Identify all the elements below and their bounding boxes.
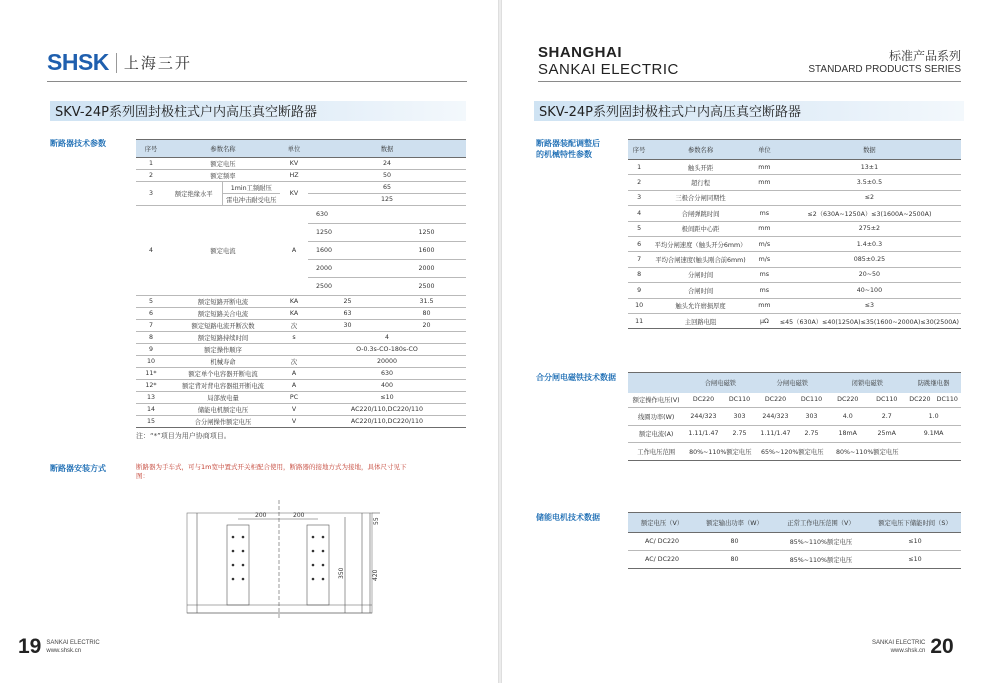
cell: 10 [628,298,650,313]
cell: 085±0.25 [778,252,961,267]
table-row [136,392,466,404]
cell [280,344,308,356]
table-row [628,160,961,175]
cell: A [280,368,308,380]
cell: 额定电流(A) [628,425,684,443]
cell: 244/323 [684,408,722,426]
table-row [628,252,961,267]
col-header: 单位 [280,140,308,158]
cell: 31.5 [387,296,466,308]
section-label-install: 断路器安装方式 [50,464,106,473]
cell: 65%~120%额定电压 [756,443,828,461]
cell: 2500 [308,278,387,296]
cell: 1250 [387,224,466,242]
table-row [628,190,961,205]
page-number: 19 [18,635,42,658]
cell: 13 [136,392,166,404]
section-label-motor: 储能电机技术数据 [536,513,600,522]
cell: m/s [751,236,778,251]
cell: AC/ DC220 [628,533,696,551]
brand-block [538,44,679,78]
cell: 4 [308,332,466,344]
cell: 局部放电量 [166,392,280,404]
cell: 400 [308,380,466,392]
cell: 额定短路开断电流 [166,296,280,308]
cell: 9 [136,344,166,356]
table-row [136,296,466,308]
col-header: 序号 [136,140,166,158]
cell: 1 [628,160,650,175]
dim-label: 200 [255,512,267,519]
col-header: 额定电压（V） [628,513,696,533]
cell: ≤2 [778,190,961,205]
cell: KA [280,308,308,320]
cell: 25 [308,296,387,308]
table-note: 注：“*”项目为用户协商项目。 [136,432,231,440]
cell: KV [280,158,308,170]
col-header: 数据 [778,140,961,160]
table-row [136,416,466,428]
cell: μΩ [751,313,778,328]
cell: 24 [308,158,466,170]
cell: s [280,332,308,344]
motor-table [628,512,961,569]
cell: 超行程 [650,175,751,190]
section-label-line: 断路器装配调整后 [536,139,600,148]
cell: 18mA [828,425,867,443]
cell: 630 [308,206,387,224]
cell: 2.75 [723,425,757,443]
table-row [628,283,961,298]
cell: 12* [136,380,166,392]
cell: 80 [696,551,773,569]
table-row [628,267,961,282]
cell: 3.5±0.5 [778,175,961,190]
cell: 30 [308,320,387,332]
cell: 25mA [867,425,906,443]
cell: 244/323 [756,408,794,426]
cell: 机械寿命 [166,356,280,368]
cell: 7 [628,252,650,267]
cell: 额定短路电流开断次数 [166,320,280,332]
cell: 303 [723,408,757,426]
cell: ≤10 [869,533,961,551]
cell [906,443,961,461]
table-row [136,380,466,392]
logo-divider [116,53,117,73]
cell [751,190,778,205]
cell: 8 [628,267,650,282]
table-row [628,236,961,251]
cell: 雷电冲击耐受电压 [222,194,280,206]
cell: mm [751,175,778,190]
col-header: 额定输出功率（W） [696,513,773,533]
col-header: 单位 [751,140,778,160]
footer-company: SANKAI ELECTRIC [46,640,100,646]
cell: ms [751,267,778,282]
cell: 额定电流 [166,206,280,296]
footer-url: www.shsk.cn [46,648,82,654]
cell: 工作电压范围 [628,443,684,461]
cell: 3 [136,182,166,206]
cell: KA [280,296,308,308]
table-row [136,332,466,344]
cell: 额定电压 [166,158,280,170]
cell: 6 [628,236,650,251]
cell [387,206,466,224]
table-row [136,308,466,320]
series-block [808,49,961,77]
cell: PC [280,392,308,404]
cell: 275±2 [778,221,961,236]
cell: mm [751,298,778,313]
col-header: 闭锁电磁铁 [828,373,906,393]
cell: 三极合分闸同期性 [650,190,751,205]
header-rule [538,81,961,82]
cell: 额定短路持续时间 [166,332,280,344]
cell: 1 [136,158,166,170]
section-label-coil: 合分闸电磁铁技术数据 [536,373,616,382]
cell: V [280,404,308,416]
cell: 2000 [308,260,387,278]
cell: 触头开距 [650,160,751,175]
series-cn: 标准产品系列 [888,49,961,63]
cell: 3 [628,190,650,205]
col-header: 序号 [628,140,650,160]
cell: 平均合闸速度(触头刚合前6mm) [650,252,751,267]
cell: m/s [751,252,778,267]
cell: 63 [308,308,387,320]
cell: 5 [628,221,650,236]
cell: 1.0 [906,408,961,426]
cell: A [280,206,308,296]
cell: 85%~110%额定电压 [773,533,869,551]
cell: 9.1MA [906,425,961,443]
cell: HZ [280,170,308,182]
cell: 50 [308,170,466,182]
cell: 20000 [308,356,466,368]
cell: DC220 [756,393,794,408]
cell: 1.11/1.47 [684,425,722,443]
table-row [628,551,961,569]
right-page [500,0,1000,683]
dim-label: 350 [338,567,345,579]
table-row [136,404,466,416]
col-header: 参数名称 [650,140,751,160]
page-title-band [50,101,466,121]
cell: 2 [136,170,166,182]
logo-mark: SHSK [47,49,109,75]
col-header: 分闸电磁铁 [756,373,828,393]
specs-table [136,139,466,428]
col-header: 合闸电磁铁 [684,373,756,393]
cell: DC110 [795,393,829,408]
cell: 储能电机额定电压 [166,404,280,416]
cell: 20~50 [778,267,961,282]
cell: DC220 [906,393,933,408]
section-label-specs: 断路器技术参数 [50,139,106,148]
table-row [628,221,961,236]
cell: AC220/110,DC220/110 [308,404,466,416]
cell: 125 [308,194,466,206]
cell: 5 [136,296,166,308]
cell: mm [751,160,778,175]
cell: ms [751,283,778,298]
table-row [628,393,961,408]
cell: A [280,380,308,392]
cell: 11 [628,313,650,328]
cell: 额定背对背电容器组开断电流 [166,380,280,392]
cell: mm [751,221,778,236]
cell: 4 [628,206,650,221]
mech-table [628,139,961,329]
page-title: SKV-24P系列固封极柱式户内高压真空断路器 [55,105,317,120]
cell: 1600 [387,242,466,260]
page-title-band [534,101,964,121]
cell: DC110 [723,393,757,408]
cell: 11* [136,368,166,380]
cell: 80 [696,533,773,551]
brand-line-2: SANKAI ELECTRIC [538,61,679,78]
dim-label: 200 [293,512,305,519]
cell: 10 [136,356,166,368]
cell: 15 [136,416,166,428]
company-logo [47,49,192,76]
table-row [628,443,961,461]
cell: 极间距中心距 [650,221,751,236]
cell: 2000 [387,260,466,278]
footer-company: SANKAI ELECTRIC [872,640,926,646]
cell: 4 [136,206,166,296]
cell: 303 [795,408,829,426]
cell: DC110 [867,393,906,408]
cell: 合分闸操作额定电压 [166,416,280,428]
cell: DC220 [828,393,867,408]
cell: 9 [628,283,650,298]
cell: 6 [136,308,166,320]
table-header-row [628,513,961,533]
header-rule [47,81,467,82]
col-header: 数据 [308,140,466,158]
table-row [628,313,961,328]
table-row [136,344,466,356]
cell: ≤45（630A）≤40(1250A)≤35(1600~2000A)≤30(2500A) [778,313,961,328]
cell: ms [751,206,778,221]
cell: DC110 [934,393,961,408]
cell: 额定绝缘水平 [166,182,222,206]
cell: 2.7 [867,408,906,426]
table-row [136,356,466,368]
section-label-line: 的机械特性参数 [536,150,592,159]
cell: 1250 [308,224,387,242]
page-title: SKV-24P系列固封极柱式户内高压真空断路器 [539,105,801,120]
cell: 14 [136,404,166,416]
table-row [628,425,961,443]
cell: 额定频率 [166,170,280,182]
cell: ≤3 [778,298,961,313]
table-row [628,206,961,221]
cell: 额定单个电容器开断电流 [166,368,280,380]
cell: DC220 [684,393,722,408]
footer-left [18,635,100,659]
table-row [136,206,466,224]
cell: 8 [136,332,166,344]
cell: 次 [280,356,308,368]
cell: 1.11/1.47 [756,425,794,443]
brand-line-1: SHANGHAI [538,44,623,61]
cell: ≤2（630A~1250A）≤3(1600A~2500A) [778,206,961,221]
dim-label: 420 [372,569,379,581]
table-row [628,533,961,551]
section-label-mech [536,138,600,160]
col-header: 正常工作电压范围（V） [773,513,869,533]
table-row [136,368,466,380]
cell: 触头允许磨损厚度 [650,298,751,313]
table-header-row [628,140,961,160]
cell: V [280,416,308,428]
cell: 额定短路关合电流 [166,308,280,320]
table-row [628,175,961,190]
table-row [136,170,466,182]
cell: 7 [136,320,166,332]
col-header: 参数名称 [166,140,280,158]
cell: 40~100 [778,283,961,298]
table-row [628,408,961,426]
coil-table [628,372,961,461]
cell: ≤10 [308,392,466,404]
cell: AC/ DC220 [628,551,696,569]
install-description: 断路器为手车式，可与1m宽中置式开关柜配合使用，断路器的接地方式为接地，具体尺寸见下图： [136,463,407,480]
table-row [136,182,466,194]
table-header-row [628,373,961,393]
cell: KV [280,182,308,206]
cell: 80%~110%额定电压 [684,443,756,461]
table-row [628,298,961,313]
table-header-row [136,140,466,158]
cell: 65 [308,182,466,194]
cell: 80 [387,308,466,320]
col-header: 防跳继电器 [906,373,961,393]
cell: 20 [387,320,466,332]
series-en: STANDARD PRODUCTS SERIES [808,64,961,75]
cell: 1.4±0.3 [778,236,961,251]
col-header: 额定电压下储能时间（S） [869,513,961,533]
book-spine [498,0,502,683]
table-row [136,158,466,170]
cell: 630 [308,368,466,380]
cell: ≤10 [869,551,961,569]
cell: O-0.3s-CO-180s-CO [308,344,466,356]
footer-right [872,635,954,659]
cell: 平均分闸速度（触头开分6mm） [650,236,751,251]
cell: 合闸弹跳时间 [650,206,751,221]
cell: 2500 [387,278,466,296]
cell: 主回路电阻 [650,313,751,328]
cell: 次 [280,320,308,332]
cell: 13±1 [778,160,961,175]
cell: 2.75 [795,425,829,443]
cell: 80%~110%额定电压 [828,443,906,461]
table-row [136,320,466,332]
cell: AC220/110,DC220/110 [308,416,466,428]
cell: 1min工频耐压 [222,182,280,194]
dim-label: 55 [373,517,380,525]
cell: 4.0 [828,408,867,426]
cell: 1600 [308,242,387,260]
logo-chinese-name: 上海三开 [123,54,192,72]
footer-url: www.shsk.cn [890,648,926,654]
cell: 2 [628,175,650,190]
installation-drawing [175,495,405,625]
cell: 额定操作顺序 [166,344,280,356]
page-number: 20 [930,635,954,658]
cell: 额定操作电压(V) [628,393,684,408]
cell: 分闸时间 [650,267,751,282]
cell: 85%~110%额定电压 [773,551,869,569]
cell: 线圈功率(W) [628,408,684,426]
cell: 合闸时间 [650,283,751,298]
